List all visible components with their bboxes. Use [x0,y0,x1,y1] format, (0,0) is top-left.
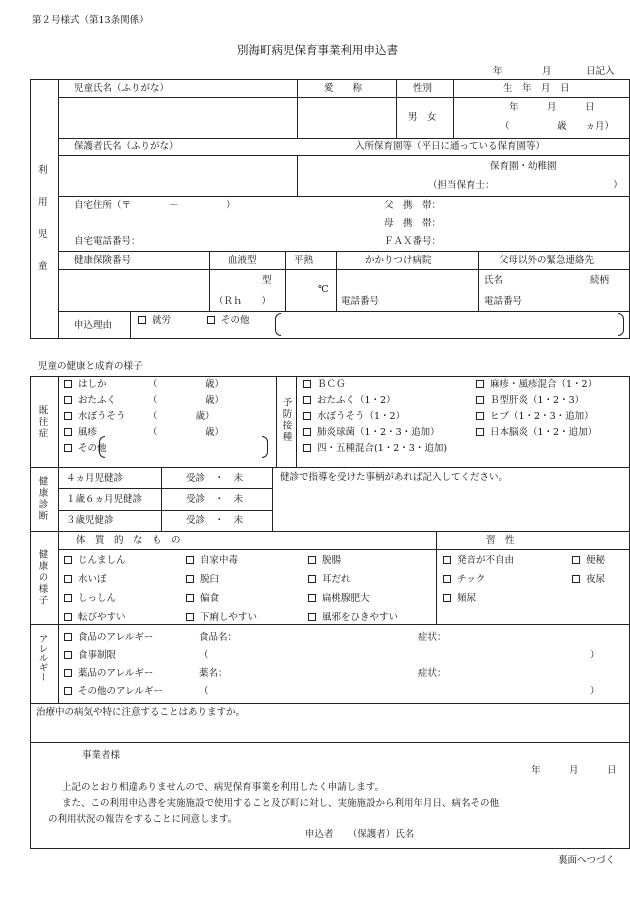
checkbox-icon[interactable] [64,444,72,452]
home-phone-label[interactable]: 自宅電話番号： [74,236,141,247]
checkbox-icon[interactable] [308,613,316,621]
emergency-label: 父母以外の緊急連絡先 [499,255,595,266]
habit-item[interactable]: 頻尿 [443,594,476,604]
child-side-label: 利 用 児 童 [38,165,48,272]
child-name-label: 児童氏名（ふりがな） [74,83,170,94]
health-state-side-label: 健康の様子 [36,549,48,607]
consent-line-2: また、この利用申込書を実施施設で使用すること及び町に対し、実施施設から利用年月日、病名その他 [62,798,500,809]
checkbox-icon[interactable] [303,396,311,404]
vaccination-side-label: 予防接種 [280,397,292,443]
vaccination-item[interactable]: おたふく（1・2） [303,396,396,406]
footer-date[interactable]: 年 月 日 [531,765,617,776]
vaccination-item[interactable]: 四・五種混合(1・2・3・追加) [303,444,447,454]
allergy-other-checkbox[interactable]: その他のアレルギー [64,687,163,697]
checkbox-icon[interactable] [303,428,311,436]
drug-name-label[interactable]: 薬名： [199,668,228,679]
past-illness-item[interactable]: はしか [64,380,107,390]
nickname-label: 愛 称 [324,83,363,94]
consent-line-3: の利用状況の報告をすることに同意します。 [48,814,238,825]
past-illness-item[interactable]: おたふく [64,396,116,406]
habit-item[interactable]: 夜尿 [572,575,605,585]
checkbox-icon[interactable] [303,412,311,420]
past-illness-item[interactable]: その他 [64,444,107,454]
reason-other-checkbox[interactable]: その他 [207,316,250,326]
vaccination-item[interactable]: 水ぼうそう（1・2） [303,412,405,422]
food-name-label[interactable]: 食品名： [199,632,238,643]
health-item[interactable]: 脱臼 [186,575,219,585]
checkbox-icon[interactable] [64,428,72,436]
checkbox-icon[interactable] [476,412,484,420]
checkbox-icon[interactable] [572,556,580,564]
health-item[interactable]: 水いぼ [64,575,107,585]
health-item[interactable]: 風邪をひきやすい [308,613,398,623]
gender-label: 性別 [413,83,433,94]
other-close-paren: ） [590,686,600,697]
checkbox-icon[interactable] [186,575,194,583]
recipient-label: 事業者様 [82,750,121,761]
checkup-status[interactable]: 受診 ・ 未 [186,494,244,505]
past-illness-age[interactable]: （ 歳） [148,411,215,422]
applicant-label[interactable]: 申込者 （保護者）氏名 [305,829,415,840]
mother-mobile-label[interactable]: 母 携 帯： [384,218,442,229]
checkbox-icon[interactable] [303,380,311,388]
health-item[interactable]: 扁桃腺肥大 [308,594,370,604]
past-illness-item[interactable]: 風疹 [64,428,97,438]
consent-line-1: 上記のとおり相違ありませんので、病児保育事業を利用したく申請します。 [62,782,385,793]
vaccination-item[interactable]: 肺炎球菌（1・2・3・追加） [303,428,440,438]
checkbox-icon[interactable] [64,633,72,641]
checkup-status[interactable]: 受診 ・ 未 [186,473,244,484]
gender-values[interactable]: 男 女 [408,112,437,123]
health-item[interactable]: 下痢しやすい [186,613,257,623]
checkbox-icon[interactable] [476,380,484,388]
diet-close-paren: ） [590,650,600,661]
checkbox-icon[interactable] [308,556,316,564]
child-name-input[interactable] [60,99,295,136]
checkup-name: ４ヵ月児健診 [66,473,124,484]
vaccination-item[interactable]: 日本脳炎（1・2・追加） [476,428,597,438]
checkbox-icon[interactable] [64,687,72,695]
vaccination-item[interactable]: Ｂ型肝炎（1・2・3） [476,396,584,406]
reason-label: 申込理由 [74,320,113,331]
checkbox-icon[interactable] [64,594,72,602]
checkbox-icon[interactable] [572,575,580,583]
fax-label[interactable]: ＦＡＸ番号： [384,236,442,247]
habit-item[interactable]: チック [443,575,485,585]
address-label[interactable]: 自宅住所（〒 － ） [74,200,236,211]
habits-heading: 習 性 [486,535,515,546]
checkup-note: 健診で指導を受けた事柄があれば記入してください。 [280,472,509,483]
checkbox-icon[interactable] [476,428,484,436]
birth-label: 生 年 月 日 [503,83,570,94]
relation-label[interactable]: 続柄 [590,275,610,286]
checkbox-icon[interactable] [186,556,194,564]
checkup-side-label: 健康診断 [36,476,48,522]
checkbox-icon[interactable] [443,594,451,602]
checkbox-icon[interactable] [443,556,451,564]
birth-ymd[interactable]: 年 月 日 [509,102,595,113]
hospital-phone-label[interactable]: 電話番号 [341,296,380,307]
allergy-side-label: アレルギー [36,634,48,682]
health-item[interactable]: しっしん [64,594,116,604]
past-illness-age[interactable]: （ 歳） [148,395,225,406]
checkbox-icon[interactable] [186,594,194,602]
allergy-diet-checkbox[interactable]: 食事制限 [64,651,116,661]
temp-label: 平熱 [294,255,314,266]
past-illness-side-label: 既往症 [36,405,48,440]
contact-phone-label[interactable]: 電話番号 [484,296,523,307]
daycare-label: 入所保育園等（平日に通っている保育園等） [355,141,546,152]
checkbox-icon[interactable] [186,613,194,621]
treatment-question[interactable]: 治療中の病気や特に注意することはありますか。 [36,707,246,718]
allergy-drug-checkbox[interactable]: 薬品のアレルギー [64,669,153,679]
father-mobile-label[interactable]: 父 携 帯： [384,200,442,211]
past-illness-age[interactable]: （ 歳） [148,427,225,438]
past-illness-age[interactable]: （ 歳） [148,379,225,390]
date-year: 年 [493,66,503,77]
checkbox-icon[interactable] [207,316,215,324]
contact-name-label[interactable]: 氏名 [484,275,504,286]
health-item[interactable]: 自家中毒 [186,556,238,566]
health-item[interactable]: 耳だれ [308,575,351,585]
checkbox-icon[interactable] [476,396,484,404]
insurance-label: 健康保険番号 [74,255,132,266]
checkbox-icon[interactable] [308,594,316,602]
past-illness-item[interactable]: 水ぼうそう [64,412,126,422]
checkbox-icon[interactable] [64,575,72,583]
checkbox-icon[interactable] [443,575,451,583]
health-item[interactable]: 転びやすい [64,613,126,623]
other-open-paren: （ [199,686,209,697]
health-item[interactable]: 偏食 [186,594,219,604]
checkbox-icon[interactable] [64,556,72,564]
blood-type-unit[interactable]: 型 [262,275,272,286]
vaccination-item[interactable]: 麻疹・風疹混合（1・2） [476,380,597,390]
vaccination-item[interactable]: ＢＣＧ [303,380,346,390]
date-day: 日記入 [586,66,615,77]
checkup-name: １歳６ヵ月児健診 [66,494,143,505]
checkbox-icon[interactable] [64,396,72,404]
blood-label: 血液型 [228,255,257,266]
daycare-types: 保育園・幼稚園 [490,161,557,172]
drug-symptom-label[interactable]: 症状： [418,668,447,679]
habit-item[interactable]: 発音が不自由 [443,556,514,566]
vaccination-item[interactable]: ヒブ（1・2・3・追加） [476,412,594,422]
reason-work-checkbox[interactable]: 就労 [138,316,171,326]
food-symptom-label[interactable]: 症状： [418,632,447,643]
checkbox-icon[interactable] [303,444,311,452]
checkup-name: ３歳児健診 [66,515,114,526]
guardian-name-label: 保護者氏名（ふりがな） [74,141,179,152]
rh-unit[interactable]: （Ｒｈ ） [214,296,272,307]
checkbox-icon[interactable] [64,380,72,388]
checkbox-icon[interactable] [64,669,72,677]
checkup-status[interactable]: 受診 ・ 未 [186,515,244,526]
health-item[interactable]: 脱腸 [308,556,341,566]
daycare-teacher[interactable]: （担当保育士： ） [428,180,623,191]
date-month: 月 [542,66,552,77]
checkbox-icon[interactable] [138,316,146,324]
diet-open-paren: （ [199,650,209,661]
checkbox-icon[interactable] [64,651,72,659]
checkbox-icon[interactable] [308,575,316,583]
checkbox-icon[interactable] [64,613,72,621]
page-title: 別海町病児保育事業利用申込書 [237,43,398,57]
constitution-heading: 体 質 的 な も の [76,535,181,546]
checkbox-icon[interactable] [64,412,72,420]
age-line[interactable]: （ 歳 ヵ月） [500,121,615,132]
hospital-label: かかりつけ病院 [365,255,432,266]
form-number: 第２号様式（第13条関係） [32,15,149,26]
celsius-unit[interactable]: ℃ [318,284,329,295]
allergy-food-checkbox[interactable]: 食品のアレルギー [64,633,153,643]
health-heading: 児童の健康と成育の様子 [38,361,143,372]
health-item[interactable]: じんましん [64,556,126,566]
habit-item[interactable]: 便秘 [572,556,605,566]
continue-note: 裏面へつづく [558,855,616,866]
